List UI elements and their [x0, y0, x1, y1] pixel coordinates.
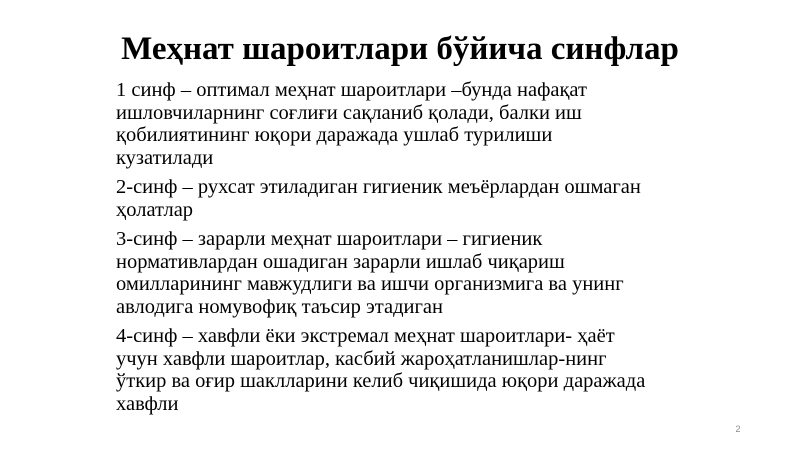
- text-line: қобилиятининг юқори даражада ушлаб турилиши: [116, 124, 553, 146]
- text-line: омилларининг мавжудлиги ва ишчи организмига ва унинг: [116, 273, 624, 295]
- class-2-paragraph: [116, 176, 736, 221]
- text-line: ҳолатлар: [116, 198, 194, 221]
- class-4-paragraph: [116, 325, 736, 415]
- text-line: авлодига номувофиқ таъсир этадиган: [116, 295, 443, 318]
- text-line: учун хавфли шароитлар, касбий жароҳатланишлар-нинг: [116, 347, 607, 370]
- text-line: ўткир ва оғир шаклларини келиб чиқишида юқори даражада: [116, 370, 646, 392]
- text-line: ишловчиларнинг соғлиғи сақланиб қолади, балки иш: [116, 101, 582, 124]
- text-line: нормативлардан ошадиган зарарли ишлаб чиқариш: [116, 250, 565, 273]
- text-line: 3-синф – зарарли меҳнат шароитлари – гигиеник: [116, 228, 543, 250]
- text-line: 2-синф – рухсат этиладиган гигиеник меъёрлардан ошмаган: [116, 176, 641, 198]
- class-1-paragraph: [116, 79, 736, 169]
- class-3-paragraph: [116, 228, 736, 318]
- text-line: 4-синф – хавфли ёки экстремал меҳнат шароитлари- ҳаёт: [116, 325, 615, 347]
- text-line: хавфли: [116, 392, 179, 415]
- text-line: кузатилади: [116, 146, 214, 169]
- page-number: 2: [735, 424, 741, 434]
- text-line: 1 синф – оптимал меҳнат шароитлари –бунда нафақат: [116, 79, 587, 101]
- slide-body: [116, 79, 736, 422]
- slide-title: Меҳнат шароитлари бўйича синфлар: [121, 31, 679, 67]
